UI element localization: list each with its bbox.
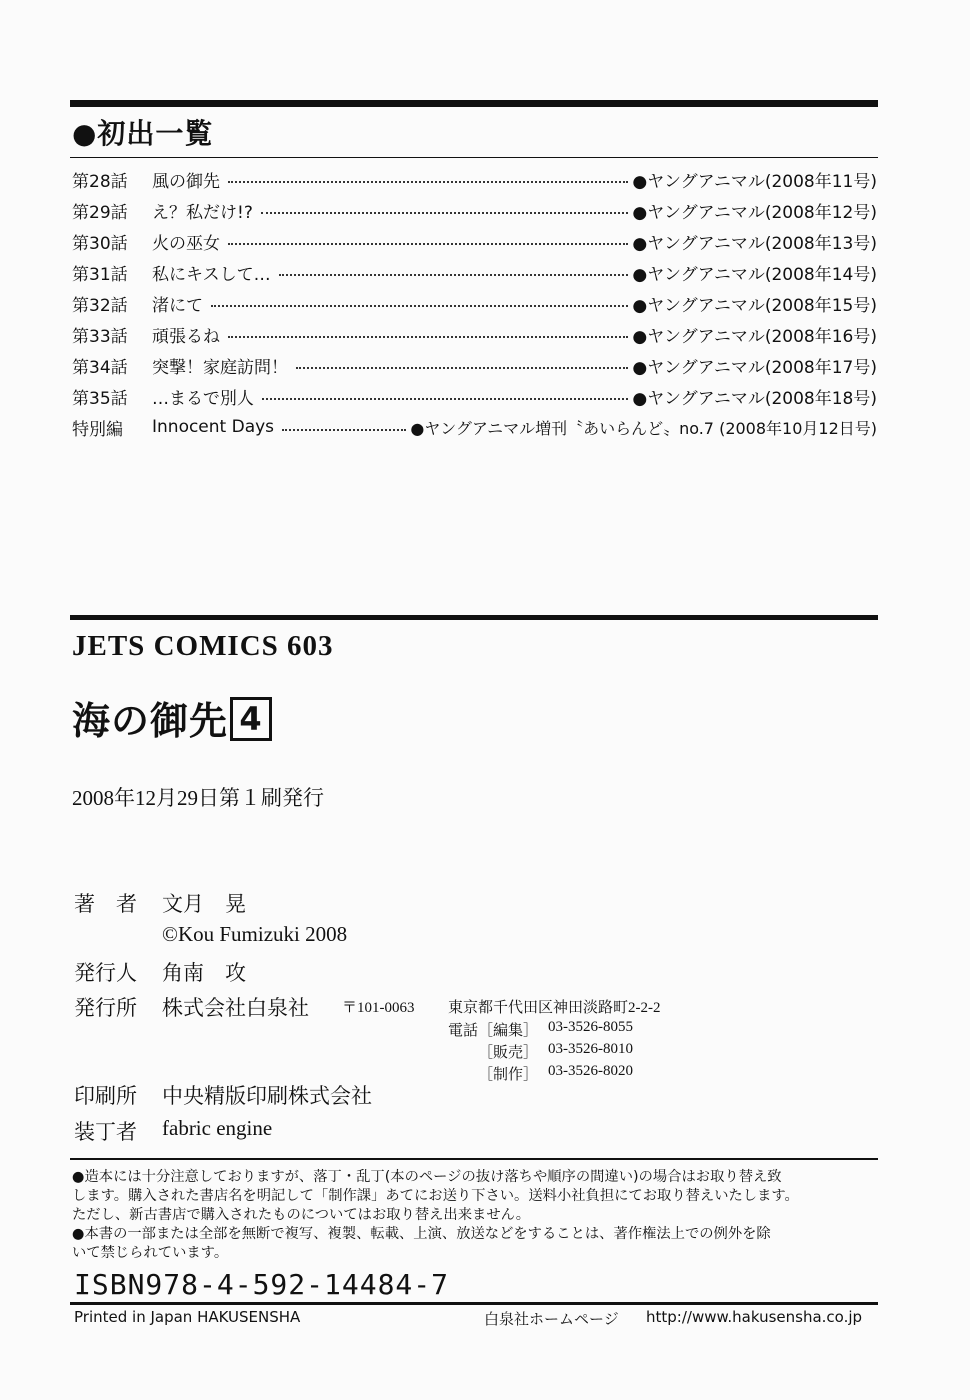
publication: ●ヤングアニマル増刊〝あいらんど〟no.7 (2008年10月12日号) bbox=[410, 418, 877, 438]
printer-label: 印刷所 bbox=[74, 1084, 137, 1108]
notice-line: いて禁じられています。 bbox=[72, 1245, 229, 1261]
publication: ●ヤングアニマル(2008年17号) bbox=[632, 357, 877, 378]
notice-line: ●本書の一部または全部を無断で複写、複製、転載、上演、放送などをすることは、著作権法上での例外を除 bbox=[72, 1226, 771, 1242]
chapter-title: Innocent Days bbox=[152, 417, 275, 437]
chapter-title: …まるで別人 bbox=[152, 388, 254, 409]
phone-number: 03-3526-8055 bbox=[548, 1019, 633, 1035]
chapter-title: 突撃！家庭訪問！ bbox=[152, 357, 288, 378]
list-item bbox=[72, 412, 877, 442]
leader-dots bbox=[261, 212, 629, 214]
publication: ●ヤングアニマル(2008年18号) bbox=[632, 388, 877, 409]
chapter-number: 第30話 bbox=[72, 233, 128, 254]
publication: ●ヤングアニマル(2008年12号) bbox=[632, 202, 877, 223]
chapter-number: 第32話 bbox=[72, 295, 128, 316]
chapter-number: 第28話 bbox=[72, 171, 128, 192]
first-appearance-title: ●初出一覧 bbox=[72, 117, 214, 150]
book-title bbox=[72, 690, 272, 745]
publisher-person-label: 発行人 bbox=[74, 961, 137, 985]
colophon-rule bbox=[70, 615, 878, 620]
postal-code: 〒101-0063 bbox=[342, 1000, 415, 1016]
isbn: ISBN978-4-592-14484-7 bbox=[74, 1268, 450, 1301]
publisher-name: 株式会社白泉社 bbox=[162, 996, 309, 1020]
chapter-number: 第34話 bbox=[72, 357, 128, 378]
publication-date: 2008年12月29日第１刷発行 bbox=[72, 786, 324, 810]
publisher-person: 角南 攻 bbox=[162, 961, 246, 985]
chapter-title: え？私だけ!? bbox=[152, 202, 253, 223]
phone-number: 03-3526-8010 bbox=[548, 1041, 633, 1057]
chapter-title: 頑張るね bbox=[152, 326, 220, 347]
address: 東京都千代田区神田淡路町2-2-2 bbox=[448, 1000, 661, 1016]
legal-notice bbox=[72, 1168, 882, 1263]
author-label: 著 者 bbox=[74, 892, 137, 916]
list-item bbox=[72, 226, 877, 256]
list-item bbox=[72, 164, 877, 194]
chapter-number: 第29話 bbox=[72, 202, 128, 223]
homepage-url: http://www.hakusensha.co.jp bbox=[646, 1308, 863, 1326]
volume-number: 4 bbox=[230, 697, 272, 741]
chapter-number: 第33話 bbox=[72, 326, 128, 347]
homepage-label: 白泉社ホームページ bbox=[484, 1310, 619, 1328]
bottom-rule bbox=[70, 1302, 878, 1305]
notice-line: ●造本には十分注意しておりますが、落丁・乱丁(本のページの抜け落ちや順序の間違い)の場合はお取り替え致 bbox=[72, 1169, 782, 1185]
phone-dept: ［編集］ bbox=[478, 1023, 539, 1039]
designer-name: fabric engine bbox=[162, 1116, 273, 1140]
phone-number: 03-3526-8020 bbox=[548, 1063, 633, 1079]
publication: ●ヤングアニマル(2008年16号) bbox=[632, 326, 877, 347]
publication: ●ヤングアニマル(2008年14号) bbox=[632, 264, 877, 285]
leader-dots bbox=[228, 243, 628, 245]
publication: ●ヤングアニマル(2008年15号) bbox=[632, 295, 877, 316]
chapter-number: 第35話 bbox=[72, 388, 128, 409]
notice-rule bbox=[70, 1158, 878, 1160]
phone-dept: ［制作］ bbox=[478, 1067, 539, 1083]
notice-line: ただし、新古書店で購入されたものについてはお取り替え出来ません。 bbox=[72, 1207, 531, 1223]
leader-dots bbox=[296, 367, 628, 369]
designer-label: 装丁者 bbox=[74, 1120, 137, 1144]
list-item bbox=[72, 319, 877, 349]
copyright: ©Kou Fumizuki 2008 bbox=[162, 922, 348, 946]
leader-dots bbox=[228, 336, 628, 338]
printer-name: 中央精版印刷株式会社 bbox=[162, 1084, 372, 1108]
book-title-text: 海の御先 bbox=[72, 699, 229, 743]
leader-dots bbox=[228, 181, 628, 183]
phone-dept: ［販売］ bbox=[478, 1045, 539, 1061]
phone-label: 電話 bbox=[448, 1023, 479, 1039]
leader-dots bbox=[211, 305, 628, 307]
list-item bbox=[72, 288, 877, 318]
chapter-number: 特別編 bbox=[72, 419, 123, 440]
list-header-rule bbox=[70, 157, 878, 158]
chapter-title: 火の巫女 bbox=[152, 233, 220, 254]
series-label: JETS COMICS 603 bbox=[72, 630, 334, 662]
leader-dots bbox=[262, 398, 629, 400]
author-name: 文月 晃 bbox=[162, 892, 246, 916]
list-item bbox=[72, 381, 877, 411]
publication: ●ヤングアニマル(2008年11号) bbox=[632, 171, 877, 192]
publication: ●ヤングアニマル(2008年13号) bbox=[632, 233, 877, 254]
chapter-number: 第31話 bbox=[72, 264, 128, 285]
chapter-title: 風の御先 bbox=[152, 171, 220, 192]
list-item bbox=[72, 257, 877, 287]
leader-dots bbox=[282, 429, 406, 431]
printed-in: Printed in Japan HAKUSENSHA bbox=[74, 1308, 301, 1326]
chapter-title: 渚にて bbox=[152, 295, 203, 316]
leader-dots bbox=[279, 274, 629, 276]
top-rule bbox=[70, 100, 878, 107]
list-item bbox=[72, 195, 877, 225]
chapter-title: 私にキスして… bbox=[152, 264, 271, 285]
publisher-label: 発行所 bbox=[74, 996, 137, 1020]
notice-line: します。購入された書店名を明記して「制作課」あてにお送り下さい。送料小社負担にてお取り替えいたします。 bbox=[72, 1188, 799, 1204]
list-item bbox=[72, 350, 877, 380]
